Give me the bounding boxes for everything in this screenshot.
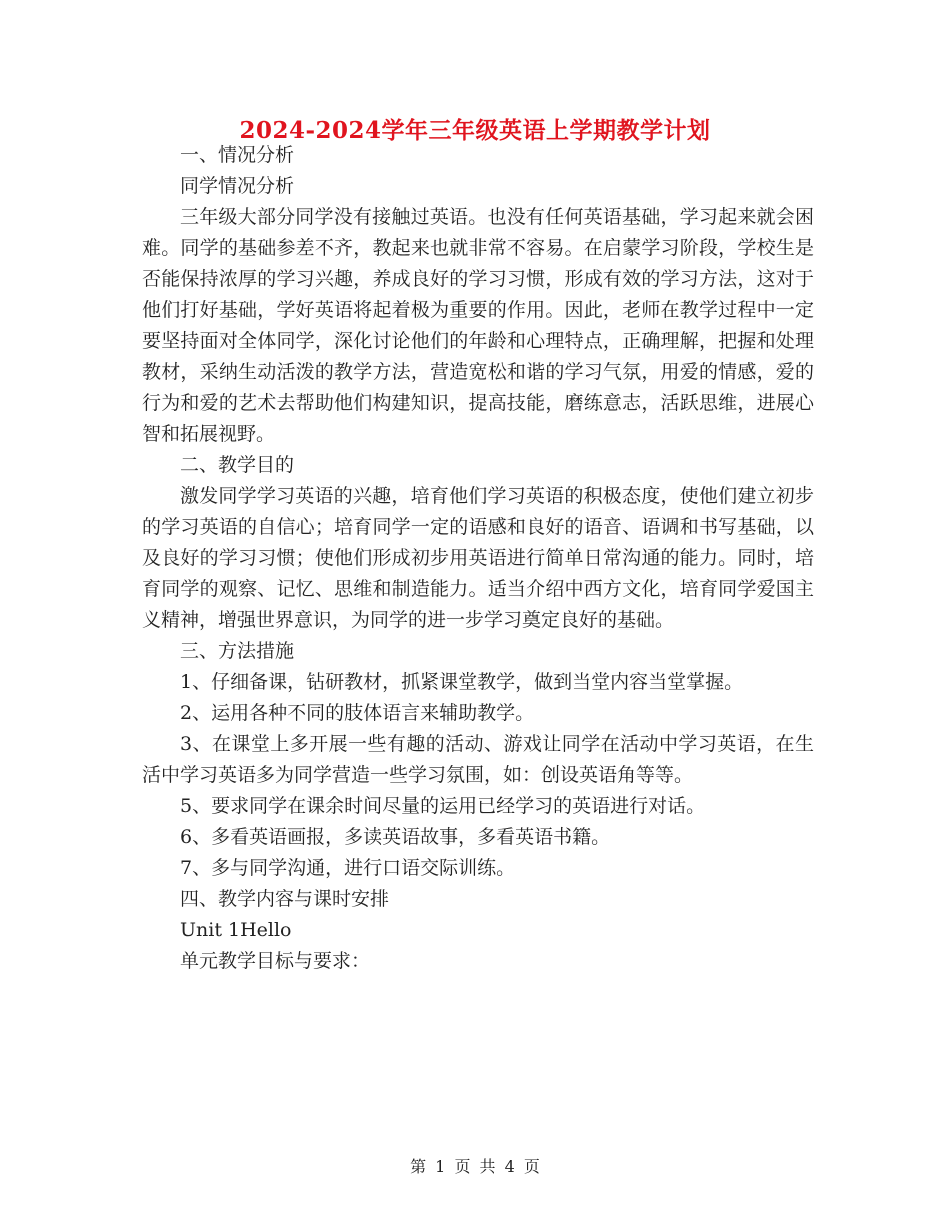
page-number-footer: 第 1 页 共 4 页 xyxy=(410,1157,540,1176)
list-item: 1、仔细备课，钻研教材，抓紧课堂教学，做到当堂内容当堂掌握。 xyxy=(180,671,744,693)
body-paragraph: 激发同学学习英语的兴趣，培育他们学习英语的积极态度，使他们建立初步的学习英语的自信心；培育同学一定的语感和良好的语音、语调和书写基础，以及良好的学习习惯；使他们形成初步用英语进行简单日常沟通的能力。同时，培育同学的观察、记忆、思维和制造能力。适当介绍中西方文化，培育同学爱国主义精神，增强世界意识，为同学的进一步学习奠定良好的基础。 xyxy=(142,485,814,631)
section-heading: 二、教学目的 xyxy=(180,454,295,476)
section-heading: 四、教学内容与课时安排 xyxy=(180,888,390,910)
list-item: 3、在课堂上多开展一些有趣的活动、游戏让同学在活动中学习英语，在生活中学习英语多为同学营造一些学习氛围，如：创设英语角等等。 xyxy=(142,733,814,786)
list-item: 2、运用各种不同的肢体语言来辅助教学。 xyxy=(180,702,535,724)
list-item: 6、多看英语画报，多读英语故事，多看英语书籍。 xyxy=(180,826,611,848)
section-heading: 一、情况分析 xyxy=(180,144,295,166)
document-title: 2024-2024学年三年级英语上学期教学计划 xyxy=(239,117,711,144)
subsection-heading: 单元教学目标与要求： xyxy=(180,950,371,972)
body-paragraph: 三年级大部分同学没有接触过英语。也没有任何英语基础，学习起来就会困难。同学的基础参差不齐，教起来也就非常不容易。在启蒙学习阶段，学校生是否能保持浓厚的学习兴趣，养成良好的学习习惯，形成有效的学习方法，这对于他们打好基础，学好英语将起着极为重要的作用。因此，老师在教学过程中一定要坚持面对全体同学，深化讨论他们的年龄和心理特点，正确理解，把握和处理教材，采纳生动活泼的教学方法，营造宽松和谐的学习气氛，用爱的情感，爱的行为和爱的艺术去帮助他们构建知识，提高技能，磨练意志，活跃思维，进展心智和拓展视野。 xyxy=(142,206,814,445)
subsection-heading: 同学情况分析 xyxy=(180,175,295,197)
list-item: 5、要求同学在课余时间尽量的运用已经学习的英语进行对话。 xyxy=(180,795,706,817)
unit-heading: Unit 1Hello xyxy=(180,919,292,941)
list-item: 7、多与同学沟通，进行口语交际训练。 xyxy=(180,857,516,879)
section-heading: 三、方法措施 xyxy=(180,640,295,662)
document-body xyxy=(142,140,814,977)
